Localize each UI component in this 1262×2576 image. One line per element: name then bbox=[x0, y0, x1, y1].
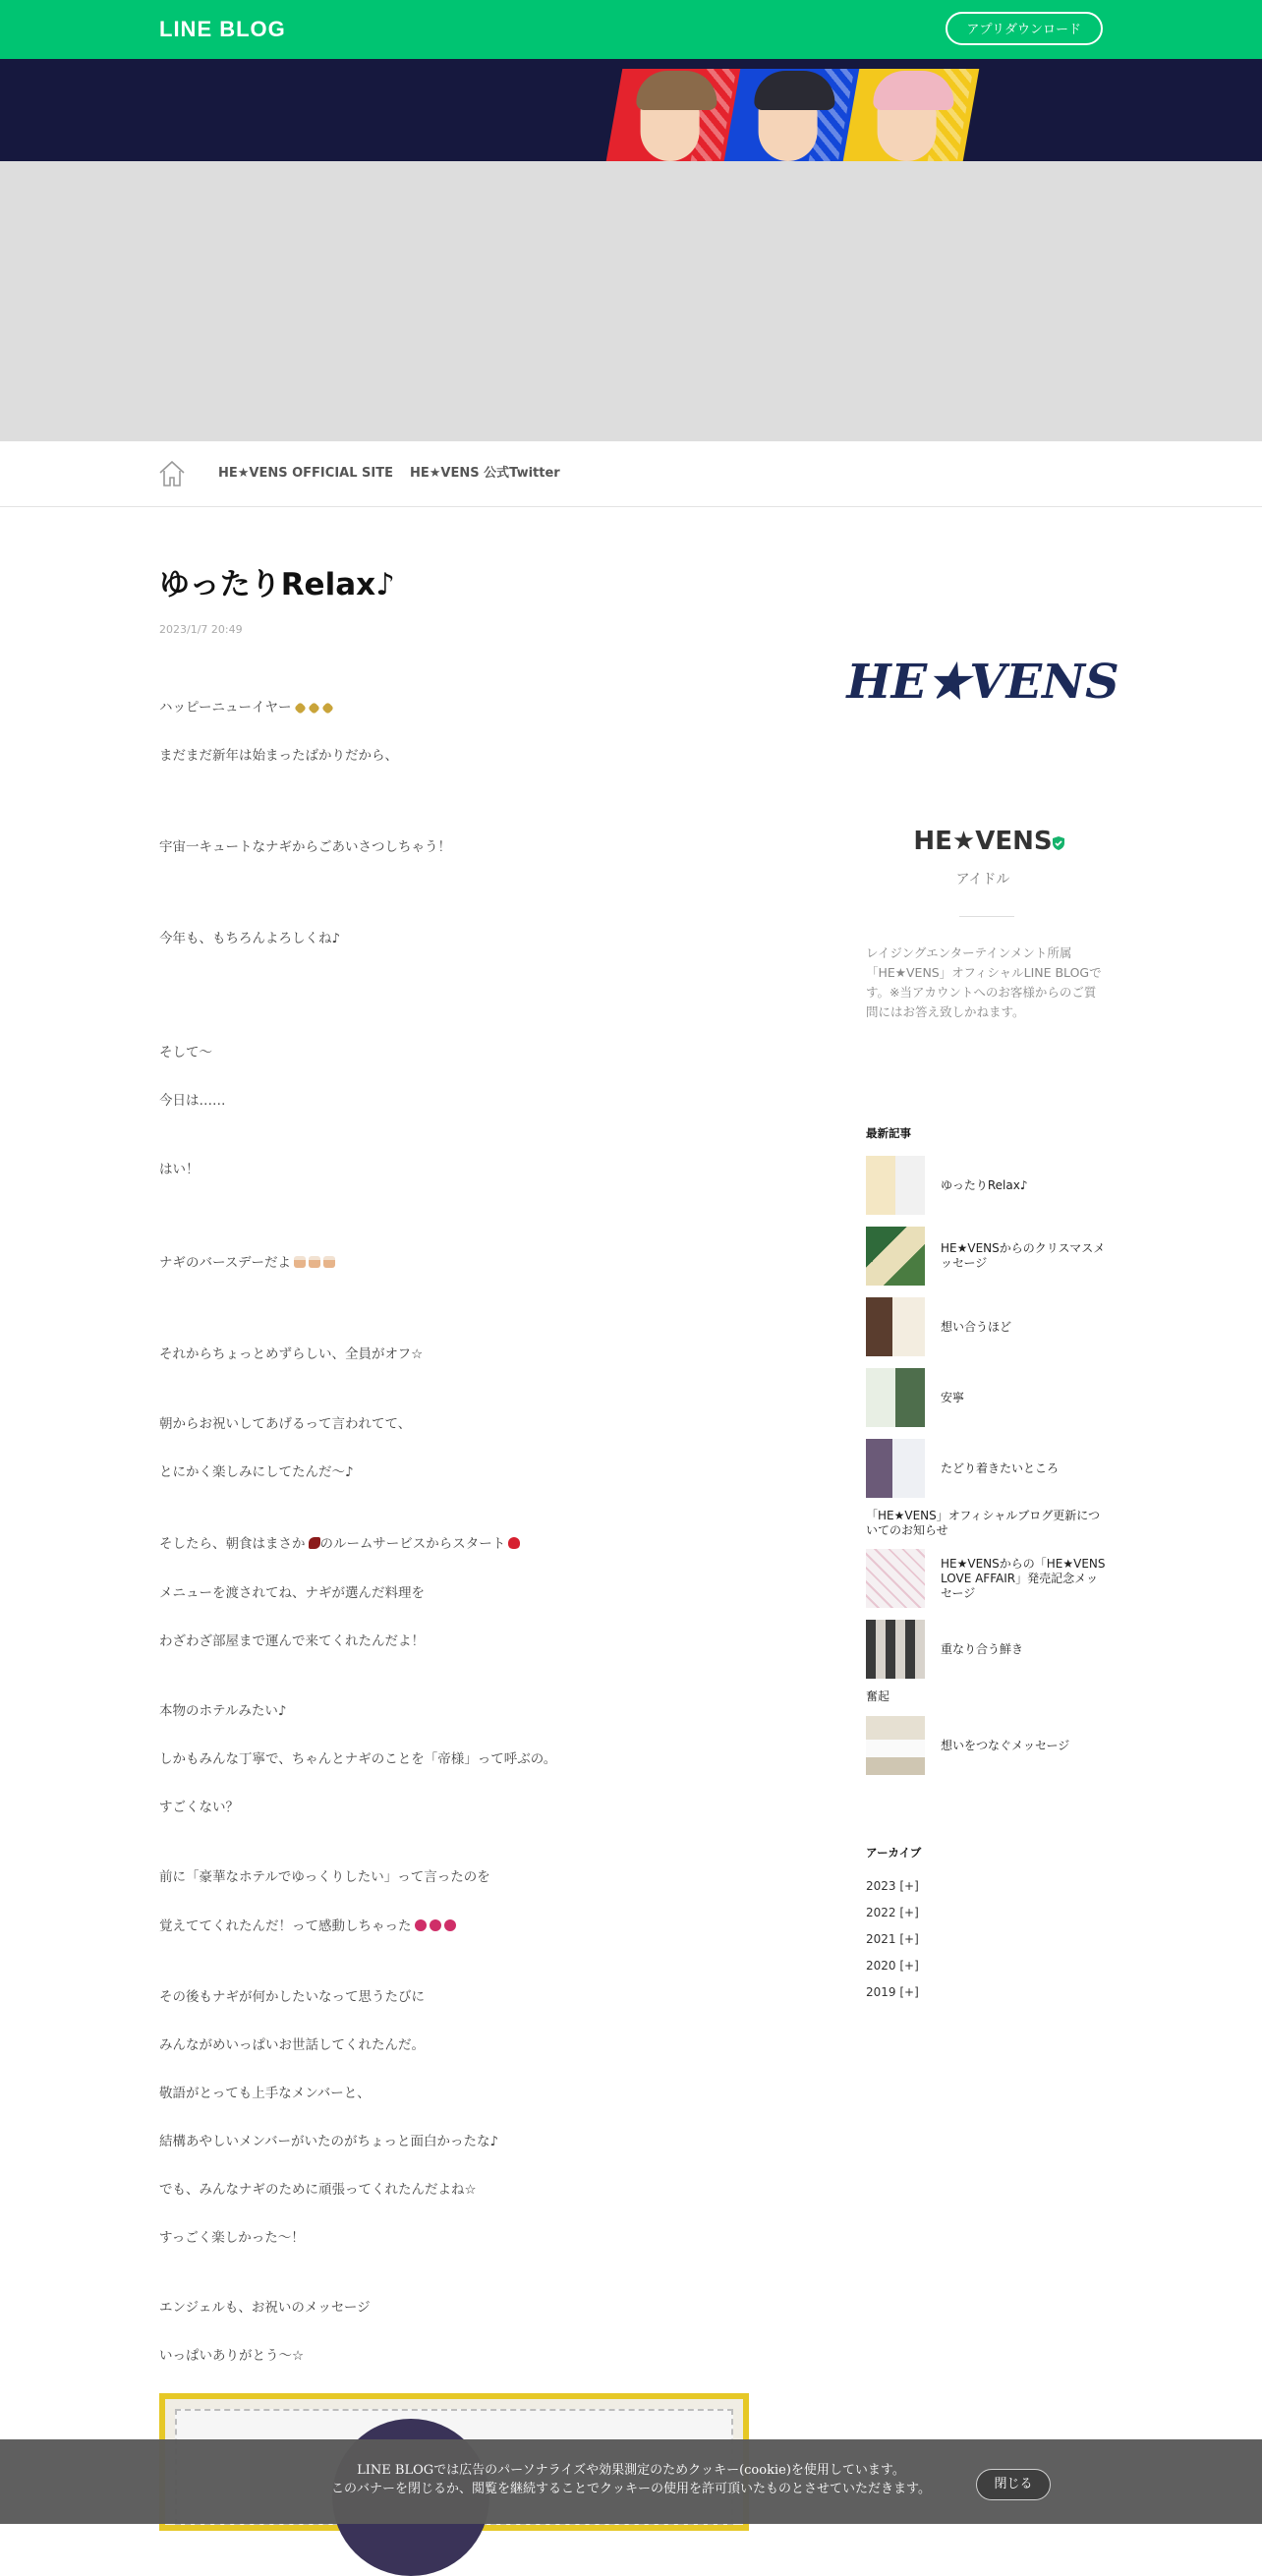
character-panel-blue bbox=[724, 69, 861, 161]
recent-item-text-only[interactable]: 奮起 bbox=[866, 1689, 890, 1703]
cookie-close-button[interactable]: 閉じる bbox=[976, 2469, 1051, 2500]
cake-emoji-icon bbox=[323, 1256, 335, 1268]
sparkle-emoji-icon bbox=[309, 702, 321, 715]
heart-emoji-icon bbox=[444, 1919, 456, 1931]
post-paragraph: 前に「豪華なホテルでゆっくりしたい」って言ったのを bbox=[159, 1869, 490, 1885]
post-paragraph: 朝からお祝いしてあげるって言われてて、 bbox=[159, 1416, 412, 1432]
post-paragraph: 敬語がとっても上手なメンバーと、 bbox=[159, 2086, 371, 2101]
recent-item[interactable] bbox=[866, 1716, 1106, 1775]
recent-thumbnail bbox=[866, 1227, 925, 1286]
recent-thumbnail bbox=[866, 1368, 925, 1427]
recent-item-label: 想い合うほど bbox=[941, 1319, 1012, 1334]
recent-item[interactable] bbox=[866, 1620, 1106, 1679]
post-paragraph: まだまだ新年は始まったばかりだから、 bbox=[159, 748, 398, 764]
recent-item[interactable] bbox=[866, 1156, 1106, 1215]
recent-item-label: HE★VENSからの「HE★VENS LOVE AFFAIR」発売記念メッセージ bbox=[941, 1556, 1106, 1600]
cake-emoji-icon bbox=[294, 1256, 306, 1268]
top-header bbox=[0, 0, 1262, 59]
recent-item[interactable] bbox=[866, 1227, 1106, 1286]
nav-link-official-site[interactable]: HE★VENS OFFICIAL SITE bbox=[218, 466, 393, 481]
heart-emoji-icon bbox=[430, 1919, 441, 1931]
post-paragraph: そして～ bbox=[159, 1045, 212, 1060]
recent-item-label: 安寧 bbox=[941, 1390, 965, 1404]
verified-badge-icon bbox=[1052, 836, 1065, 850]
nav-link-twitter[interactable]: HE★VENS 公式Twitter bbox=[410, 466, 560, 481]
character-panel-yellow bbox=[843, 69, 980, 161]
post-paragraph: 本物のホテルみたい♪ bbox=[159, 1703, 287, 1719]
recent-thumbnail bbox=[866, 1439, 925, 1498]
post-paragraph: 覚えててくれたんだ！って感動しちゃった bbox=[159, 1917, 456, 1936]
post-paragraph: メニューを渡されてね、ナギが選んだ料理を bbox=[159, 1585, 425, 1601]
key-emoji-icon bbox=[309, 1537, 320, 1549]
recent-thumbnail bbox=[866, 1297, 925, 1356]
post-paragraph: しかもみんな丁寧で、ちゃんとナギのことを「帝様」って呼ぶの。 bbox=[159, 1751, 557, 1767]
recent-item-label: ゆったりRelax♪ bbox=[941, 1177, 1028, 1192]
home-icon[interactable] bbox=[157, 459, 187, 488]
post-paragraph: 今年も、もちろんよろしくね♪ bbox=[159, 931, 341, 946]
archive-year-2023[interactable]: 2023 [+] bbox=[866, 1879, 919, 1893]
post-paragraph: でも、みんなナギのために頑張ってくれたんだよね☆ bbox=[159, 2182, 477, 2198]
recent-heading: 最新記事 bbox=[866, 1126, 911, 1140]
post-paragraph: 宇宙一キュートなナギからごあいさつしちゃう！ bbox=[159, 839, 451, 855]
post-paragraph: その後もナギが何かしたいなって思うたびに bbox=[159, 1989, 425, 2005]
post-paragraph: 今日は…… bbox=[159, 1093, 226, 1109]
heart-emoji-icon bbox=[415, 1919, 427, 1931]
post-paragraph: ハッピーニューイヤー bbox=[159, 698, 332, 717]
blog-description: レイジングエンターテインメント所属「HE★VENS」オフィシャルLINE BLOGです。※当アカウントへのお客様からのご質問にはお答え致しかねます。 bbox=[866, 945, 1102, 1019]
post-title: ゆったりRelax♪ bbox=[159, 567, 395, 602]
post-paragraph: そしたら、朝食はまさか のルームサービスからスタート bbox=[159, 1534, 520, 1554]
heart-emoji-icon bbox=[508, 1537, 520, 1549]
ad-placeholder bbox=[0, 161, 1262, 441]
recent-item[interactable] bbox=[866, 1439, 1106, 1498]
post-paragraph: すごくない？ bbox=[159, 1800, 239, 1815]
sidebar-divider bbox=[959, 916, 1014, 917]
recent-thumbnail bbox=[866, 1549, 925, 1608]
post-paragraph: いっぱいありがとう～☆ bbox=[159, 2348, 305, 2364]
archive-year-2020[interactable]: 2020 [+] bbox=[866, 1959, 919, 1973]
archive-heading: アーカイブ bbox=[866, 1846, 922, 1860]
line-blog-logo[interactable]: LINE BLOG bbox=[159, 17, 286, 41]
post-paragraph: 結構あやしいメンバーがいたのがちょっと面白かったな♪ bbox=[159, 2134, 499, 2149]
recent-item-label: HE★VENSからのクリスマスメッセージ bbox=[941, 1241, 1106, 1270]
app-download-button[interactable]: アプリダウンロード bbox=[946, 12, 1103, 45]
post-paragraph: ナギのバースデーだよ bbox=[159, 1253, 335, 1273]
post-paragraph: はい！ bbox=[159, 1162, 200, 1177]
recent-thumbnail bbox=[866, 1156, 925, 1215]
post-paragraph: みんながめいっぱいお世話してくれたんだ。 bbox=[159, 2037, 425, 2053]
recent-thumbnail bbox=[866, 1716, 925, 1775]
post-paragraph: エンジェルも、お祝いのメッセージ bbox=[159, 2300, 371, 2316]
blog-category: アイドル bbox=[955, 872, 1010, 887]
post-date: 2023/1/7 20:49 bbox=[159, 623, 243, 636]
cookie-message: LINE BLOGでは広告のパーソナライズや効果測定のためクッキー(cookie)を使用しています。 このバナーを閉じるか、閲覧を継続することでクッキーの使用を許可頂いたものとさせていただきます。 bbox=[331, 2463, 931, 2496]
archive-year-2019[interactable]: 2019 [+] bbox=[866, 1985, 919, 1999]
svg-text:HE★VENS: HE★VENS bbox=[846, 655, 1119, 710]
blog-owner-name: HE★VENS bbox=[913, 827, 1053, 856]
recent-item-label: 想いをつなぐメッセージ bbox=[941, 1738, 1070, 1752]
hero-banner bbox=[0, 59, 1262, 161]
cookie-banner bbox=[0, 2439, 1262, 2524]
recent-item[interactable] bbox=[866, 1297, 1106, 1356]
post-paragraph: すっごく楽しかった～！ bbox=[159, 2230, 305, 2246]
sparkle-emoji-icon bbox=[295, 702, 308, 715]
character-panel-red bbox=[606, 69, 743, 161]
recent-item[interactable] bbox=[866, 1368, 1106, 1427]
blog-nav bbox=[0, 441, 1262, 507]
recent-item-label: 重なり合う鮮き bbox=[941, 1641, 1024, 1656]
recent-thumbnail bbox=[866, 1620, 925, 1679]
sparkle-emoji-icon bbox=[322, 702, 335, 715]
archive-year-2022[interactable]: 2022 [+] bbox=[866, 1906, 919, 1919]
recent-item[interactable] bbox=[866, 1549, 1106, 1608]
post-paragraph: わざわざ部屋まで運んで来てくれたんだよ！ bbox=[159, 1633, 425, 1649]
post-paragraph: それからちょっとめずらしい、全員がオフ☆ bbox=[159, 1346, 424, 1362]
cake-emoji-icon bbox=[309, 1256, 320, 1268]
archive-year-2021[interactable]: 2021 [+] bbox=[866, 1932, 919, 1946]
recent-item-label: たどり着きたいところ bbox=[941, 1460, 1060, 1475]
hevens-logo bbox=[846, 639, 1119, 727]
recent-item-text-only[interactable]: 「HE★VENS」オフィシャルブログ更新についてのお知らせ bbox=[866, 1509, 1100, 1537]
post-paragraph: とにかく楽しみにしてたんだ～♪ bbox=[159, 1464, 354, 1480]
